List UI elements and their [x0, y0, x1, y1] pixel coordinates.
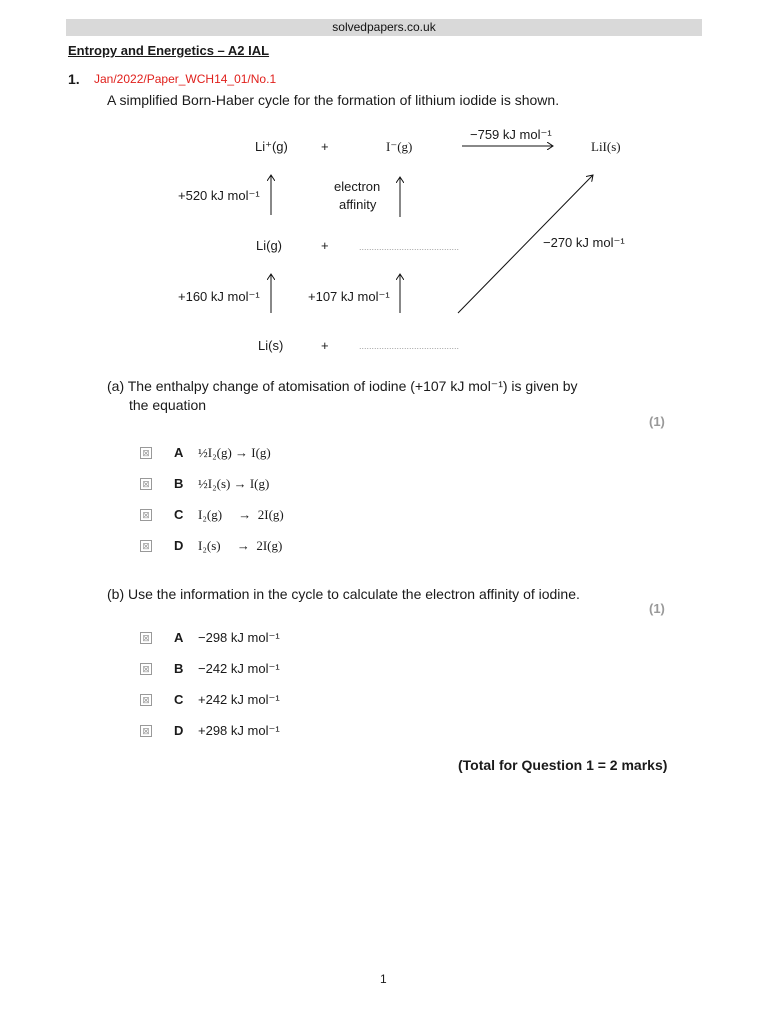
option-text: I₂(g) → 2I(g) — [198, 507, 284, 522]
page-number: 1 — [380, 972, 387, 986]
cycle-ea-label-line2: affinity — [339, 197, 377, 212]
option-text: +242 kJ mol⁻¹ — [198, 692, 280, 707]
section-title: Entropy and Energetics – A2 IAL — [68, 43, 270, 58]
option-letter: A — [174, 630, 184, 645]
cycle-arrows — [0, 0, 768, 400]
cycle-li-gas: Li(g) — [256, 238, 283, 253]
cycle-ea-label-line1: electron — [334, 179, 381, 194]
part-a-text-line2: the equation — [129, 397, 207, 413]
option-checkbox[interactable]: ⊠ — [140, 663, 152, 675]
cycle-formation-label: −270 kJ mol⁻¹ — [543, 235, 625, 250]
cycle-bot-blank: ........................................ — [359, 341, 460, 351]
option-letter: B — [174, 661, 184, 676]
cycle-atomisation-li-label: +160 kJ mol⁻¹ — [178, 289, 260, 304]
option-checkbox[interactable]: ⊠ — [140, 632, 152, 644]
cycle-atomisation-i-label: +107 kJ mol⁻¹ — [308, 289, 390, 304]
option-letter: A — [174, 445, 184, 460]
option-letter: C — [174, 692, 184, 707]
part-a-text-line1: (a) The enthalpy change of atomisation of iodine (+107 kJ mol⁻¹) is given by — [107, 378, 578, 394]
option-checkbox[interactable]: ⊠ — [140, 478, 152, 490]
cycle-mid-blank: ........................................ — [359, 242, 460, 252]
option-checkbox[interactable]: ⊠ — [140, 694, 152, 706]
question-intro: A simplified Born-Haber cycle for the formation of lithium iodide is shown. — [107, 92, 560, 108]
cycle-mid-plus: + — [321, 238, 329, 253]
option-checkbox[interactable]: ⊠ — [140, 540, 152, 552]
part-a-marks: (1) — [649, 414, 665, 429]
formation-arrow — [458, 175, 593, 313]
option-checkbox[interactable]: ⊠ — [140, 725, 152, 737]
option-checkbox[interactable]: ⊠ — [140, 509, 152, 521]
option-letter: B — [174, 476, 184, 491]
cycle-lattice-energy-label: −759 kJ mol⁻¹ — [470, 127, 552, 142]
part-b-marks: (1) — [649, 601, 665, 616]
part-b-text: (b) Use the information in the cycle to calculate the electron affinity of iodine. — [107, 586, 580, 602]
option-checkbox[interactable]: ⊠ — [140, 447, 152, 459]
cycle-ionisation-label: +520 kJ mol⁻¹ — [178, 188, 260, 203]
option-text: −298 kJ mol⁻¹ — [198, 630, 280, 645]
option-text: ½I₂(s) → I(g) — [198, 476, 270, 491]
option-text: ½I₂(g) → I(g) — [198, 445, 271, 460]
cycle-top-plus: + — [321, 139, 329, 154]
cycle-iodide-ion: I⁻(g) — [386, 139, 413, 154]
option-text: +298 kJ mol⁻¹ — [198, 723, 280, 738]
site-name: solvedpapers.co.uk — [332, 20, 436, 34]
question-reference: Jan/2022/Paper_WCH14_01/No.1 — [94, 72, 277, 86]
option-text: −242 kJ mol⁻¹ — [198, 661, 280, 676]
cycle-li-ion: Li⁺(g) — [255, 139, 288, 154]
cycle-lithium-iodide: LiI(s) — [591, 139, 621, 154]
option-letter: C — [174, 507, 184, 522]
cycle-li-solid: Li(s) — [258, 338, 284, 353]
question-number: 1. — [68, 71, 80, 87]
question-total: (Total for Question 1 = 2 marks) — [458, 757, 668, 773]
option-letter: D — [174, 538, 184, 553]
cycle-bot-plus: + — [321, 338, 329, 353]
option-text: I₂(s) → 2I(g) — [198, 538, 283, 553]
option-letter: D — [174, 723, 184, 738]
